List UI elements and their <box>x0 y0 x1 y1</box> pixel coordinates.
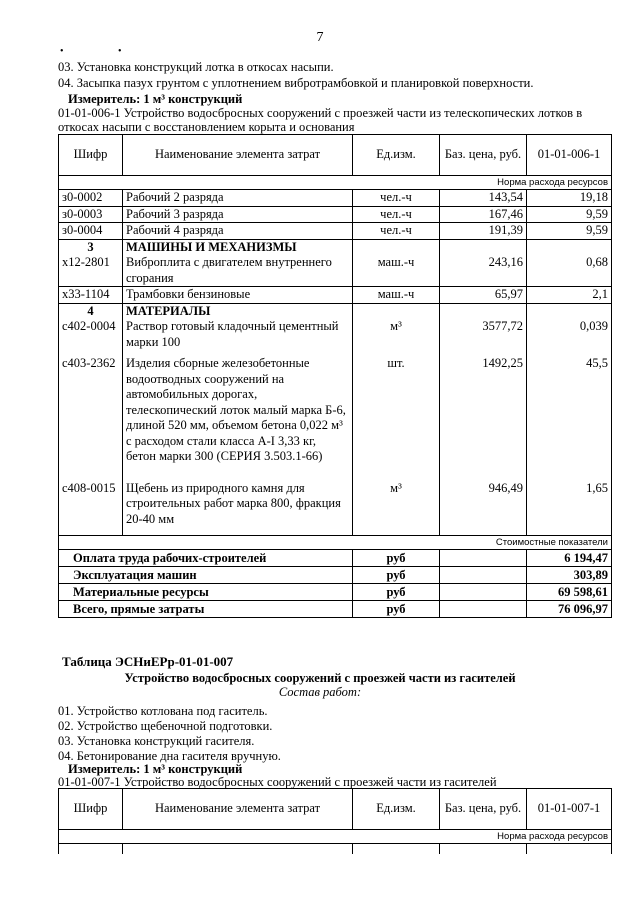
table-row <box>59 190 612 207</box>
works-label: Состав работ: <box>278 685 362 699</box>
summary-row <box>59 584 612 601</box>
header-price: Баз. цена, руб. <box>440 135 527 176</box>
row-unit: чел.-ч <box>353 223 440 240</box>
norm-label: Норма расхода ресурсов <box>59 830 612 844</box>
row-unit: маш.-ч <box>353 255 440 287</box>
header-unit: Ед.изм. <box>353 135 440 176</box>
row-price: 1492,25 <box>440 350 527 481</box>
row-name: Раствор готовый кладочный цементный марки 100 <box>123 319 353 350</box>
code-description-2: 01-01-007-1 Устройство водосбросных сооружений с проезжей части из гасителей <box>58 775 497 789</box>
resource-table-1 <box>58 134 612 618</box>
work-item: 02. Устройство щебеночной подготовки. <box>58 719 273 733</box>
row-value: 19,18 <box>527 190 612 207</box>
table-row <box>59 287 612 304</box>
intro-line: 03. Установка конструкций лотка в откосах насыпи. <box>58 60 334 74</box>
row-unit: чел.-ч <box>353 206 440 223</box>
summary-unit: руб <box>353 567 440 584</box>
row-code: с402-0004 <box>59 319 123 350</box>
row-code: х12-2801 <box>59 255 123 287</box>
table-row <box>59 481 612 536</box>
row-value: 0,68 <box>527 255 612 287</box>
row-price: 3577,72 <box>440 319 527 350</box>
section-name: МАТЕРИАЛЫ <box>123 303 353 319</box>
row-code: с403-2362 <box>59 350 123 481</box>
header-column: 01-01-006-1 <box>527 135 612 176</box>
row-price: 243,16 <box>440 255 527 287</box>
header-name: Наименование элемента затрат <box>123 135 353 176</box>
row-name: Трамбовки бензиновые <box>123 287 353 304</box>
header-price: Баз. цена, руб. <box>440 789 527 830</box>
table-title: Таблица ЭСНиЕРр-01-01-007 <box>62 654 234 669</box>
summary-label: Эксплуатация машин <box>59 567 353 584</box>
summary-row <box>59 601 612 618</box>
page-number: 7 <box>316 30 324 45</box>
measure-label: Измеритель: 1 м³ конструкций <box>68 92 243 106</box>
header-code: Шифр <box>59 789 123 830</box>
row-unit: м³ <box>353 481 440 536</box>
summary-label: Материальные ресурсы <box>59 584 353 601</box>
table-row <box>59 319 612 350</box>
section-row <box>59 239 612 255</box>
code-description-cont: откосах насыпи с восстановлением корыта и основания <box>58 120 355 134</box>
row-code: с408-0015 <box>59 481 123 536</box>
summary-unit: руб <box>353 550 440 567</box>
row-code: з0-0002 <box>59 190 123 207</box>
row-name: Рабочий 2 разряда <box>123 190 353 207</box>
section-title: Устройство водосбросных сооружений с проезжей части из гасителей <box>124 671 516 685</box>
table-row <box>59 255 612 287</box>
summary-unit: руб <box>353 601 440 618</box>
summary-label: Оплата труда рабочих-строителей <box>59 550 353 567</box>
row-name: Рабочий 3 разряда <box>123 206 353 223</box>
row-value: 2,1 <box>527 287 612 304</box>
row-value: 1,65 <box>527 481 612 536</box>
table-row <box>59 350 612 481</box>
summary-row <box>59 550 612 567</box>
summary-unit: руб <box>353 584 440 601</box>
row-name: Рабочий 4 разряда <box>123 223 353 240</box>
section-number: 3 <box>59 239 123 255</box>
summary-value: 6 194,47 <box>527 550 612 567</box>
header-name: Наименование элемента затрат <box>123 789 353 830</box>
section-name: МАШИНЫ И МЕХАНИЗМЫ <box>123 239 353 255</box>
row-price: 167,46 <box>440 206 527 223</box>
row-name: Виброплита с двигателем внутреннего сгорания <box>123 255 353 287</box>
measure-label-2: Измеритель: 1 м³ конструкций <box>68 762 243 776</box>
row-unit: маш.-ч <box>353 287 440 304</box>
norm-label: Норма расхода ресурсов <box>59 176 612 190</box>
section-row <box>59 303 612 319</box>
row-price: 65,97 <box>440 287 527 304</box>
summary-value: 303,89 <box>527 567 612 584</box>
header-unit: Ед.изм. <box>353 789 440 830</box>
row-name: Изделия сборные железобетонные водоотводных сооружений на автомобильных дорогах, телескопический лоток малый марка Б-6, длиной 520 мм, объемом бетона 0,022 м³ с расходом стали класса А-I 3,33 кг, бетон марки 300 (СЕРИЯ 3.503.1-66) <box>123 350 353 481</box>
row-unit: м³ <box>353 319 440 350</box>
cost-label: Стоимостные показатели <box>59 536 612 550</box>
row-price: 191,39 <box>440 223 527 240</box>
row-price: 946,49 <box>440 481 527 536</box>
row-value: 45,5 <box>527 350 612 481</box>
row-name: Щебень из природного камня для строительных работ марка 800, фракция 20-40 мм <box>123 481 353 536</box>
section-number: 4 <box>59 303 123 319</box>
row-value: 9,59 <box>527 206 612 223</box>
row-code: з0-0003 <box>59 206 123 223</box>
summary-value: 69 598,61 <box>527 584 612 601</box>
row-price: 143,54 <box>440 190 527 207</box>
code-description: 01-01-006-1 Устройство водосбросных сооружений с проезжей части из телескопических лотков в <box>58 106 583 120</box>
work-item: 04. Бетонирование дна гасителя вручную. <box>58 749 281 763</box>
intro-line: 04. Засыпка пазух грунтом с уплотнением вибротрамбовкой и планировкой поверхности. <box>58 76 534 90</box>
row-unit: шт. <box>353 350 440 481</box>
work-item: 01. Устройство котлована под гаситель. <box>58 704 268 718</box>
summary-row <box>59 567 612 584</box>
row-value: 0,039 <box>527 319 612 350</box>
row-code: з0-0004 <box>59 223 123 240</box>
work-item: 03. Установка конструкций гасителя. <box>58 734 255 748</box>
row-code: х33-1104 <box>59 287 123 304</box>
summary-label: Всего, прямые затраты <box>59 601 353 618</box>
table-row <box>59 223 612 240</box>
row-unit: чел.-ч <box>353 190 440 207</box>
resource-table-2 <box>58 788 612 854</box>
dots: • • <box>60 46 148 57</box>
header-code: Шифр <box>59 135 123 176</box>
table-row <box>59 206 612 223</box>
row-value: 9,59 <box>527 223 612 240</box>
header-column: 01-01-007-1 <box>527 789 612 830</box>
summary-value: 76 096,97 <box>527 601 612 618</box>
